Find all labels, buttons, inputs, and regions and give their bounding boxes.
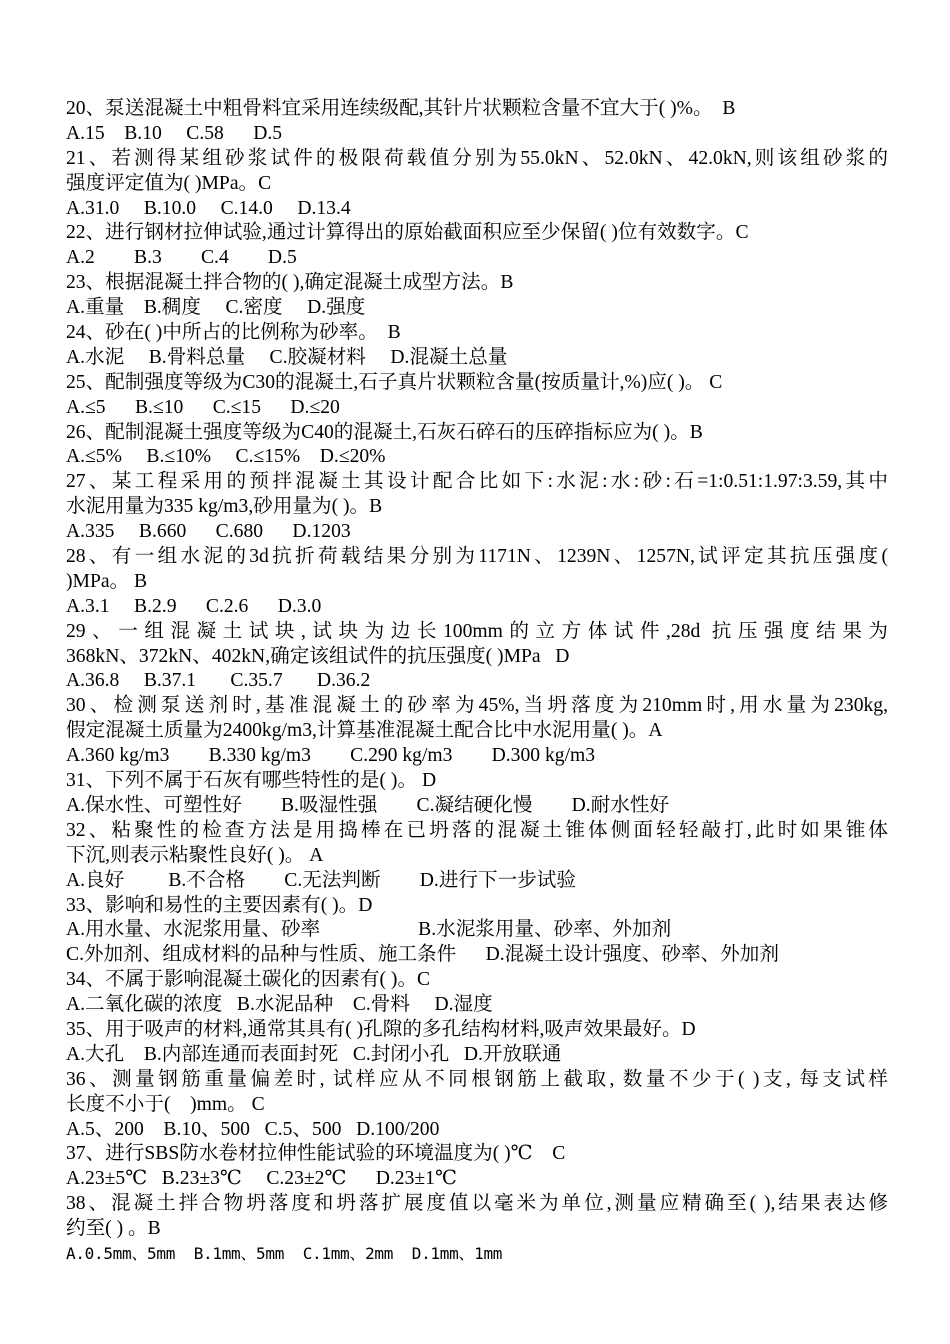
text-line: A.36.8 B.37.1 C.35.7 D.36.2 — [66, 670, 371, 692]
text-line: A.大孔 B.内部连通而表面封死 C.封闭小孔 D.开放联通 — [66, 1043, 562, 1065]
text-line: 假定混凝土质量为2400kg/m3,计算基准混凝土配合比中水泥用量( )。A — [66, 720, 663, 742]
text-line: 28、有一组水泥的3d抗折荷载结果分别为1171N、1239N、1257N,试评定其抗压强度( — [66, 546, 888, 568]
text-line: 长度不小于( )mm。 C — [66, 1093, 265, 1115]
text-line: 20、泵送混凝土中粗骨料宜采用连续级配,其针片状颗粒含量不宜大于( )%。 B — [66, 98, 736, 119]
text-line: 21、若测得某组砂浆试件的极限荷载值分别为55.0kN、52.0kN、42.0kN,则该组砂浆的 — [66, 147, 888, 169]
text-line: A.≤5 B.≤10 C.≤15 D.≤20 — [66, 396, 340, 418]
text-line: A.用水量、水泥浆用量、砂率 B.水泥浆用量、砂率、外加剂 — [66, 919, 672, 941]
text-line: 36、测量钢筋重量偏差时, 试样应从不同根钢筋上截取, 数量不少于( )支, 每支试样 — [66, 1068, 888, 1090]
text-line: 下沉,则表示粘聚性良好( )。 A — [66, 844, 324, 866]
text-line: A.≤5% B.≤10% C.≤15% D.≤20% — [66, 446, 386, 468]
text-line: 27、某工程采用的预拌混凝土其设计配合比如下:水泥:水:砂:石=1:0.51:1.97:3.59,其中 — [66, 471, 888, 493]
text-line: 32、粘聚性的检查方法是用捣棒在已坍落的混凝土锥体侧面轻轻敲打,此时如果锥体 — [66, 819, 888, 841]
document-page — [66, 97, 888, 1267]
text-line: 31、下列不属于石灰有哪些特性的是( )。 D — [66, 770, 437, 792]
text-line: A.23±5℃ B.23±3℃ C.23±2℃ D.23±1℃ — [66, 1168, 457, 1190]
text-line: 37、进行SBS防水卷材拉伸性能试验的环境温度为( )℃ C — [66, 1143, 566, 1165]
text-line: A.水泥 B.骨料总量 C.胶凝材料 D.混凝土总量 — [66, 346, 508, 368]
text-line: A.重量 B.稠度 C.密度 D.强度 — [66, 297, 366, 319]
text-line: 24、砂在( )中所占的比例称为砂率。 B — [66, 322, 401, 344]
text-line: 约至( ) 。B — [66, 1218, 161, 1240]
text-line: A.5、200 B.10、500 C.5、500 D.100/200 — [66, 1118, 440, 1140]
text-line: A.2 B.3 C.4 D.5 — [66, 247, 297, 269]
text-line: 29、一组混凝土试块,试块为边长100mm的立方体试件,28d 抗压强度结果为 — [66, 620, 888, 642]
text-line: 22、进行钢材拉伸试验,通过计算得出的原始截面积应至少保留( )位有效数字。C — [66, 222, 749, 244]
text-line: 30、检测泵送剂时,基准混凝土的砂率为45%,当坍落度为210mm时,用水量为230kg, — [66, 695, 888, 717]
text-line: A.360 kg/m3 B.330 kg/m3 C.290 kg/m3 D.300 kg/m3 — [66, 745, 596, 767]
text-line: A.335 B.660 C.680 D.1203 — [66, 521, 351, 543]
text-line: 368kN、372kN、402kN,确定该组试件的抗压强度( )MPa D — [66, 645, 570, 667]
text-line: 34、不属于影响混凝土碳化的因素有( )。C — [66, 969, 431, 991]
text-line: 33、影响和易性的主要因素有( )。D — [66, 894, 373, 916]
text-line: )MPa。 B — [66, 570, 148, 592]
text-line: C.外加剂、组成材料的品种与性质、施工条件 D.混凝土设计强度、砂率、外加剂 — [66, 944, 779, 966]
text-line: A.15 B.10 C.58 D.5 — [66, 122, 283, 144]
text-line: 强度评定值为( )MPa。C — [66, 172, 272, 194]
text-line: 25、配制强度等级为C30的混凝土,石子真片状颗粒含量(按质量计,%)应( )。 C — [66, 371, 723, 393]
text-line: A.0.5mm、5mm B.1mm、5mm C.1mm、2mm D.1mm、1mm — [66, 1243, 503, 1263]
text-line: 35、用于吸声的材料,通常其具有( )孔隙的多孔结构材料,吸声效果最好。D — [66, 1018, 696, 1040]
text-line: 38、混凝土拌合物坍落度和坍落扩展度值以毫米为单位,测量应精确至( ),结果表达修 — [66, 1193, 888, 1215]
text-line: A.3.1 B.2.9 C.2.6 D.3.0 — [66, 595, 322, 617]
text-line: A.保水性、可塑性好 B.吸湿性强 C.凝结硬化慢 D.耐水性好 — [66, 794, 670, 816]
text-line: 26、配制混凝土强度等级为C40的混凝土,石灰石碎石的压碎指标应为( )。B — [66, 421, 703, 443]
text-line: A.良好 B.不合格 C.无法判断 D.进行下一步试验 — [66, 869, 576, 891]
text-line: A.二氧化碳的浓度 B.水泥品种 C.骨料 D.湿度 — [66, 994, 493, 1016]
text-line: 23、根据混凝土拌合物的( ),确定混凝土成型方法。B — [66, 272, 514, 294]
text-line: A.31.0 B.10.0 C.14.0 D.13.4 — [66, 197, 351, 219]
text-line: 水泥用量为335 kg/m3,砂用量为( )。B — [66, 496, 383, 518]
